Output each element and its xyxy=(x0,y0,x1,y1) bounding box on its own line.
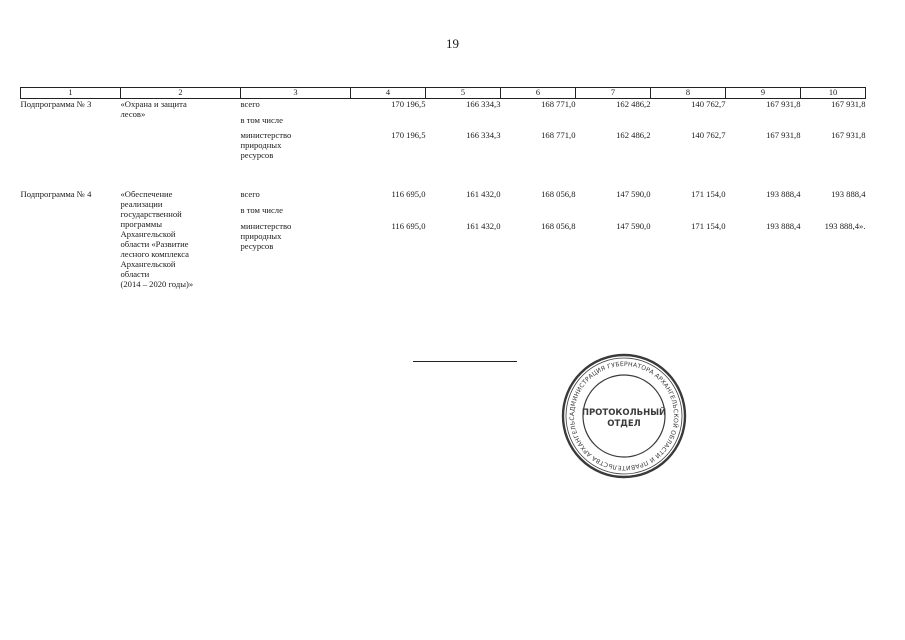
value-cell xyxy=(726,115,801,130)
value-cell: 168 056,8 xyxy=(541,220,576,231)
value-cell xyxy=(801,205,866,221)
value-cell xyxy=(426,205,501,221)
value-cell: 167 931,8 xyxy=(831,99,866,109)
value-cell: 193 888,4 xyxy=(831,188,866,199)
official-stamp xyxy=(561,353,687,479)
empty-cell xyxy=(21,115,121,130)
value-cell: 193 888,4». xyxy=(824,220,866,231)
value-cell xyxy=(651,115,726,130)
column-header: 5 xyxy=(426,88,501,99)
end-rule xyxy=(413,361,517,362)
funding-category: всего xyxy=(240,188,260,199)
value-cell: 166 334,3 xyxy=(466,129,501,140)
value-cell: 170 196,5 xyxy=(391,129,426,140)
page-number: 19 xyxy=(446,36,459,51)
empty-cell xyxy=(21,205,121,221)
value-cell: 161 432,0 xyxy=(466,220,501,231)
column-header: 4 xyxy=(351,88,426,99)
value-cell: 167 931,8 xyxy=(766,129,801,140)
value-cell xyxy=(576,205,651,221)
value-cell: 166 334,3 xyxy=(466,99,501,109)
empty-cell xyxy=(21,130,121,189)
stamp-center-line-2: ОТДЕЛ xyxy=(607,419,641,429)
value-cell: 116 695,0 xyxy=(391,188,426,199)
value-cell: 171 154,0 xyxy=(691,188,726,199)
column-header: 2 xyxy=(121,88,241,99)
stamp-seal-icon xyxy=(561,353,687,479)
column-header: 10 xyxy=(801,88,866,99)
value-cell: 193 888,4 xyxy=(766,220,801,231)
subprogram-title: «Обеспечение реализации государственной программы Архангельской области «Развитие лесного комплекса Архангельской области (2014 – 2020 годы)» xyxy=(120,188,194,289)
column-header: 3 xyxy=(241,88,351,99)
value-cell xyxy=(726,205,801,221)
subprogram-name: Подпрограмма № 4 xyxy=(20,188,92,199)
column-header: 7 xyxy=(576,88,651,99)
value-cell: 167 931,8 xyxy=(831,129,866,140)
value-cell: 170 196,5 xyxy=(391,99,426,109)
value-cell: 161 432,0 xyxy=(466,188,501,199)
value-cell: 116 695,0 xyxy=(391,220,426,231)
funding-category: в том числе xyxy=(240,114,283,125)
value-cell: 193 888,4 xyxy=(766,188,801,199)
value-cell xyxy=(651,205,726,221)
stamp-center-line-1: ПРОТОКОЛЬНЫЙ xyxy=(581,408,667,418)
column-header: 6 xyxy=(501,88,576,99)
value-cell xyxy=(576,115,651,130)
value-cell: 168 056,8 xyxy=(541,188,576,199)
value-cell: 162 486,2 xyxy=(616,129,651,140)
subprogram-name: Подпрограмма № 3 xyxy=(20,99,92,109)
value-cell: 168 771,0 xyxy=(541,129,576,140)
value-cell: 140 762,7 xyxy=(691,129,726,140)
column-header: 8 xyxy=(651,88,726,99)
stamp-ring-text: АДМИНИСТРАЦИЯ ГУБЕРНАТОРА АРХАНГЕЛЬСКОЙ ОБЛАСТИ И ПРАВИТЕЛЬСТВА АРХАНГЕЛЬС xyxy=(568,360,680,472)
table-row xyxy=(21,189,866,205)
value-cell xyxy=(501,115,576,130)
value-cell xyxy=(426,115,501,130)
empty-cell xyxy=(21,221,121,311)
table-row xyxy=(21,99,866,115)
value-cell xyxy=(351,205,426,221)
value-cell: 162 486,2 xyxy=(616,99,651,109)
subprogram-title: «Охрана и защита лесов» xyxy=(120,99,187,119)
column-header: 1 xyxy=(21,88,121,99)
value-cell xyxy=(501,205,576,221)
value-cell: 171 154,0 xyxy=(691,220,726,231)
value-cell xyxy=(351,115,426,130)
budget-table xyxy=(20,87,866,311)
value-cell: 147 590,0 xyxy=(616,220,651,231)
column-number-row xyxy=(21,88,866,99)
value-cell xyxy=(801,115,866,130)
column-header: 9 xyxy=(726,88,801,99)
funding-category: министерство природных ресурсов xyxy=(240,129,292,160)
value-cell: 147 590,0 xyxy=(616,188,651,199)
value-cell: 168 771,0 xyxy=(541,99,576,109)
value-cell: 167 931,8 xyxy=(766,99,801,109)
value-cell: 140 762,7 xyxy=(691,99,726,109)
funding-category: всего xyxy=(240,99,260,109)
funding-category: министерство природных ресурсов xyxy=(240,220,292,251)
funding-category: в том числе xyxy=(240,204,283,215)
